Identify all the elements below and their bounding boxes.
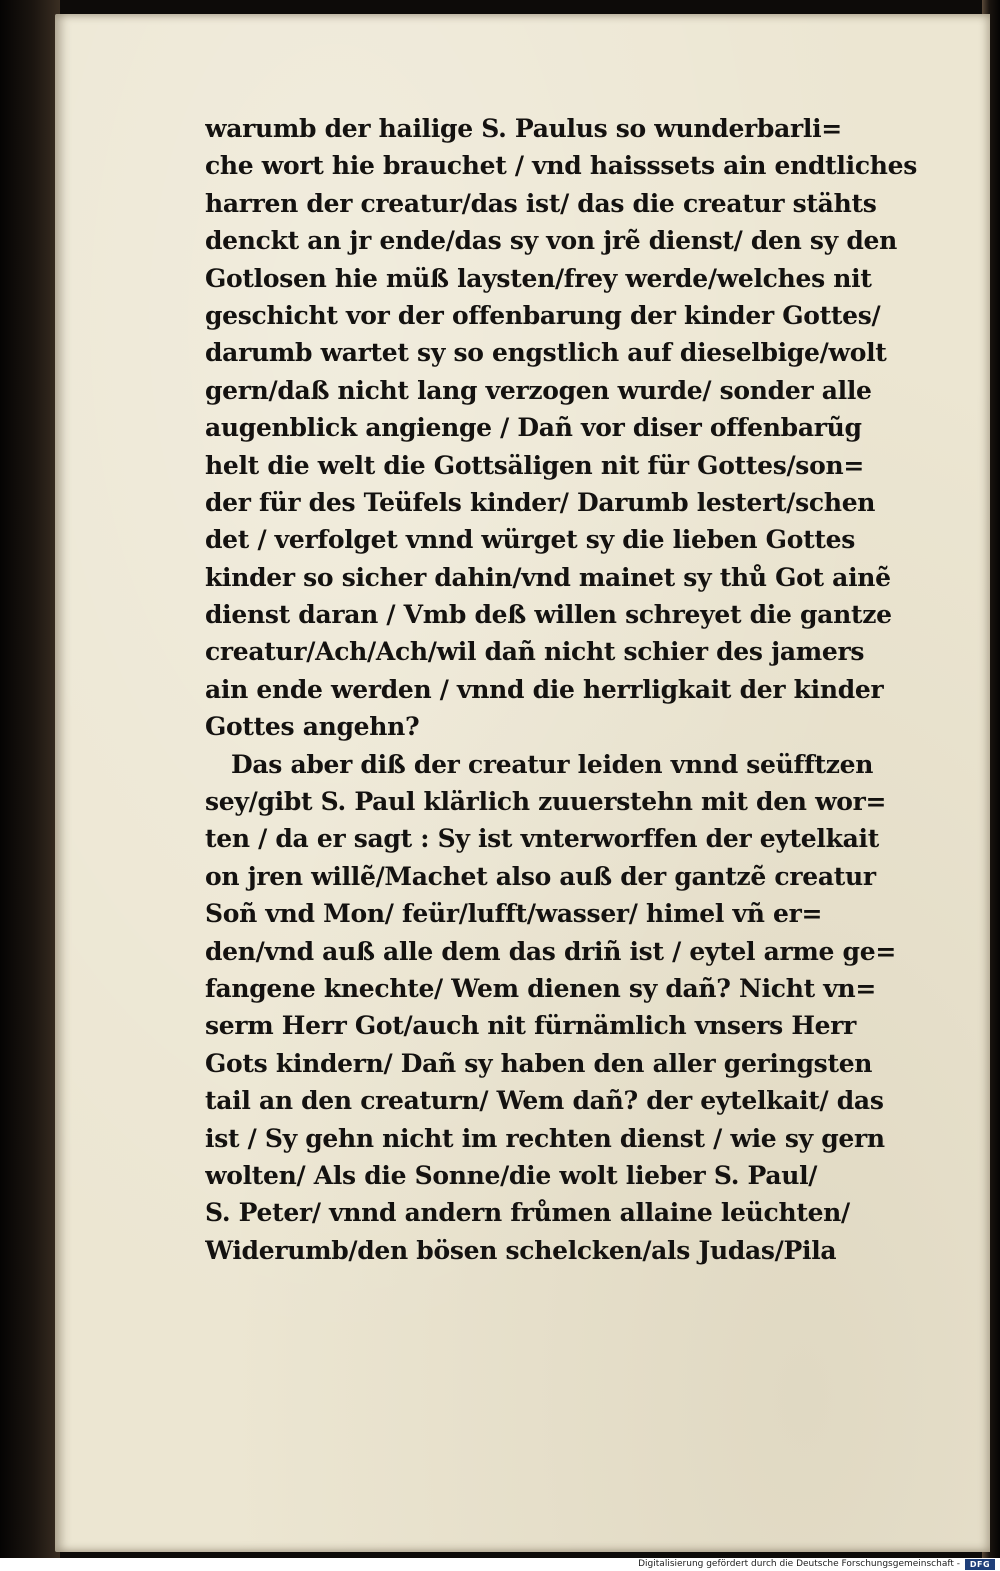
page-text-block — [205, 110, 995, 1269]
text-line: kinder so sicher dahin/vnd mainet sy thů Got ainẽ — [205, 562, 891, 592]
text-line: ist / Sy gehn nicht im rechten dienst / wie sy gern — [205, 1123, 885, 1153]
text-line: Gots kindern/ Dañ sy haben den aller geringsten — [205, 1048, 873, 1078]
text-line: warumb der hailige S. Paulus so wunderbarli= — [205, 114, 842, 143]
book-edge-left — [0, 0, 60, 1560]
text-line: darumb wartet sy so engstlich auf dieselbige/wolt — [205, 338, 887, 368]
text-line: dienst daran / Vmb deß willen schreyet die gantze — [205, 600, 892, 630]
text-line: S. Peter/ vnnd andern frůmen allaine leüchten/ — [205, 1198, 850, 1228]
text-line: ain ende werden / vnnd die herrligkait der kinder — [205, 674, 884, 704]
text-line: serm Herr Got/auch nit fürnämlich vnsers Herr — [205, 1011, 857, 1041]
text-line: wolten/ Als die Sonne/die wolt lieber S. Paul/ — [205, 1160, 818, 1190]
text-line: ten / da er sagt : Sy ist vnterworffen der eytelkait — [205, 824, 879, 854]
text-line: den/vnd auß alle dem das driñ ist / eytel arme ge= — [205, 936, 896, 966]
text-line: Widerumb/den bösen schelcken/als Judas/Pila — [205, 1235, 837, 1265]
text-line: helt die welt die Gottsäligen nit für Gottes/son= — [205, 450, 864, 480]
text-line: augenblick angienge / Dañ vor diser offenbarũg — [205, 413, 862, 443]
text-line: on jren willẽ/Machet also auß der gantzẽ creatur — [205, 861, 876, 891]
text-line: denckt an jr ende/das sy von jrẽ dienst/ den sy den — [205, 226, 897, 256]
text-line: harren der creatur/das ist/ das die creatur stähts — [205, 188, 877, 218]
text-line: che wort hie brauchet / vnd haisssets ain endtliches — [205, 151, 918, 181]
funding-notice: Digitalisierung gefördert durch die Deutsche Forschungsgemeinschaft - — [638, 1559, 960, 1569]
text-line: det / verfolget vnnd würget sy die lieben Gottes — [205, 525, 855, 555]
text-line: gern/daß nicht lang verzogen wurde/ sonder alle — [205, 375, 872, 405]
text-line: Gotlosen hie müß laysten/frey werde/welches nit — [205, 263, 872, 293]
text-line: Soñ vnd Mon/ feür/lufft/wasser/ himel vñ er= — [205, 899, 823, 929]
text-line: der für des Teüfels kinder/ Darumb lestert/schen — [205, 487, 876, 517]
book-page — [55, 14, 990, 1552]
text-line: fangene knechte/ Wem dienen sy dañ? Nicht vn= — [205, 973, 876, 1003]
text-line: sey/gibt S. Paul klärlich zuuerstehn mit den wor= — [205, 787, 887, 817]
text-line: Gottes angehn? — [205, 712, 420, 742]
text-line: creatur/Ach/Ach/wil dañ nicht schier des jamers — [205, 637, 865, 667]
footer-bar — [0, 1558, 1000, 1571]
dfg-logo: DFG — [965, 1559, 995, 1570]
text-line: Das aber diß der creatur leiden vnnd seüfftzen — [231, 749, 874, 779]
text-line: geschicht vor der offenbarung der kinder Gottes/ — [205, 300, 881, 330]
text-line: tail an den creaturn/ Wem dañ? der eytelkait/ das — [205, 1086, 884, 1116]
